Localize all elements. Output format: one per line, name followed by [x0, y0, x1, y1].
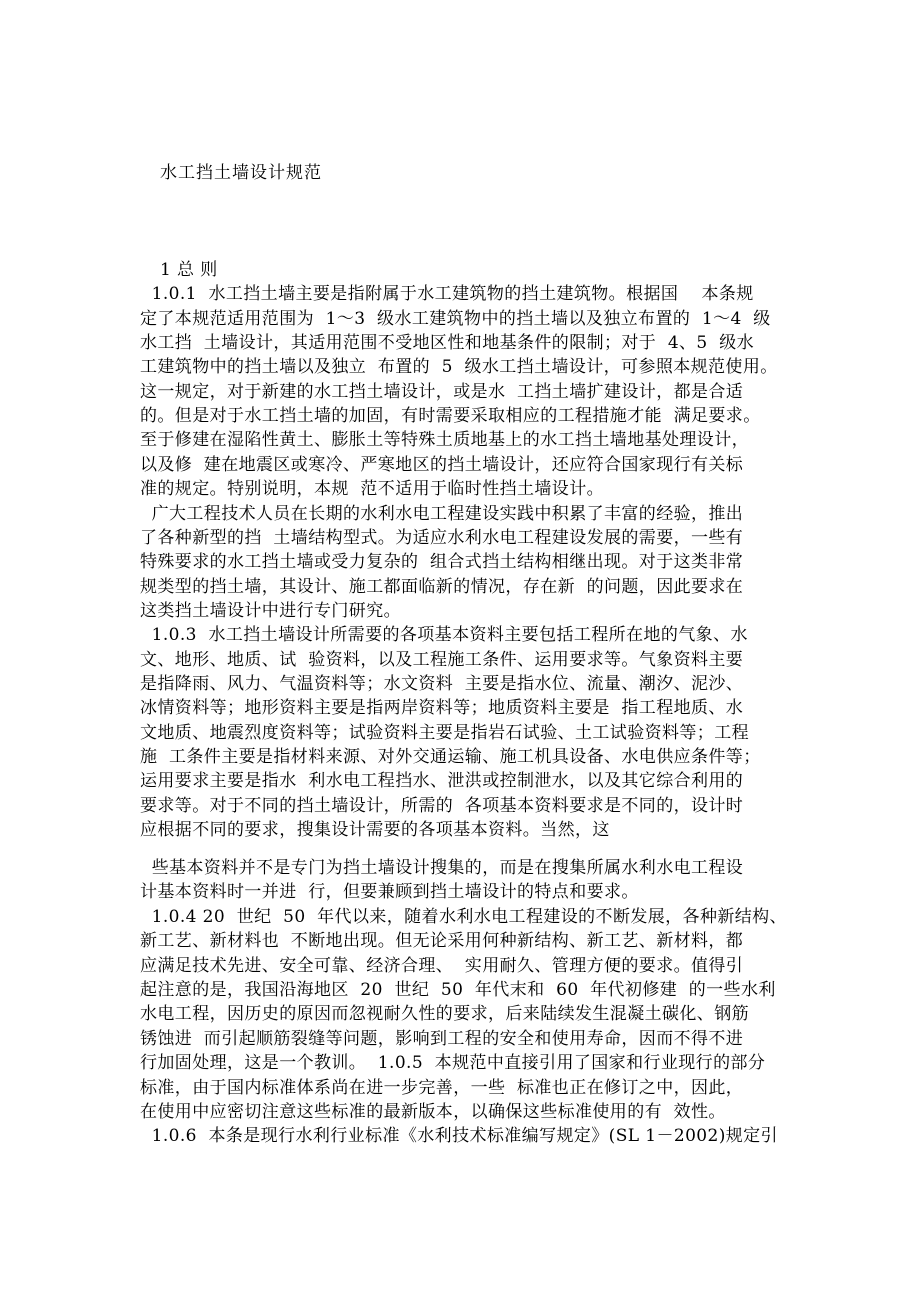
text-line: 冰情资料等；地形资料主要是指两岸资料等；地质资料主要是 指工程地质、水: [140, 698, 744, 719]
text-line: 应满足技术先进、安全可靠、经济合理、 实用耐久、管理方便的要求。值得引: [140, 955, 744, 976]
text-line: 了各种新型的挡 土墙结构型式。为适应水利水电工程建设发展的需要，一些有: [140, 527, 744, 548]
text-line: 1.0.3 水工挡土墙设计所需要的各项基本资料主要包括工程所在地的气象、水: [140, 625, 748, 646]
text-line: 要求等。对于不同的挡土墙设计，所需的 各项基本资料要求是不同的，设计时: [140, 795, 744, 816]
text-line: 文、地形、地质、试 验资料，以及工程施工条件、运用要求等。气象资料主要: [140, 649, 744, 670]
text-line: 是指降雨、风力、气温资料等；水文资料 主要是指水位、流量、潮汐、泥沙、: [140, 673, 744, 694]
text-line: 标准，由于国内标准体系尚在进一步完善，一些 标准也正在修订之中，因此，: [140, 1077, 744, 1098]
text-line: 以及修 建在地震区或寒冷、严寒地区的挡土墙设计，还应符合国家现行有关标: [140, 454, 744, 475]
text-line: 特殊要求的水工挡土墙或受力复杂的 组合式挡土结构相继出现。对于这类非常: [140, 552, 744, 573]
text-line: 水工挡 土墙设计，其适用范围不受地区性和地基条件的限制；对于 4、5 级水: [140, 333, 755, 354]
text-line: 运用要求主要是指水 利水电工程挡水、泄洪或控制泄水，以及其它综合利用的: [140, 771, 744, 792]
text-line: 1.0.1 水工挡土墙主要是指附属于水工建筑物的挡土建筑物。根据国 本条规: [140, 284, 754, 305]
text-line: 定了本规范适用范围为 1～3 级水工建筑物中的挡土墙以及独立布置的 1～4 级: [140, 308, 771, 329]
text-line: 应根据不同的要求，搜集设计需要的各项基本资料。当然，这: [140, 820, 610, 841]
text-line: 1 总 则: [160, 260, 218, 280]
text-line: 这一规定，对于新建的水工挡土墙设计，或是水 工挡土墙扩建设计，都是合适: [140, 381, 744, 402]
text-line: 施 工条件主要是指材料来源、对外交通运输、施工机具设备、水电供应条件等；: [140, 747, 761, 767]
text-line: 的。但是对于水工挡土墙的加固，有时需要采取相应的工程措施才能 满足要求。: [140, 406, 761, 427]
text-line: 文地质、地震烈度资料等；试验资料主要是指岩石试验、土工试验资料等；工程: [140, 722, 749, 743]
text-line: 至于修建在湿陷性黄土、膨胀土等特殊土质地基上的水工挡土墙地基处理设计，: [140, 430, 749, 451]
text-line: 新工艺、新材料也 不断地出现。但无论采用何种新结构、新工艺、新材料，都: [140, 931, 744, 952]
text-line: 广大工程技术人员在长期的水利水电工程建设实践中积累了丰富的经验，推出: [140, 503, 744, 524]
text-line: 规类型的挡土墙，其设计、施工都面临新的情况，存在新 的问题，因此要求在: [140, 576, 744, 597]
document-title: 水工挡土墙设计规范: [160, 163, 322, 183]
text-line: 行加固处理，这是一个教训。 1.0.5 本规范中直接引用了国家和行业现行的部分: [140, 1053, 766, 1074]
text-line: 锈蚀进 而引起顺筋裂缝等问题，影响到工程的安全和使用寿命，因而不得不进: [140, 1028, 744, 1049]
text-line: 起注意的是，我国沿海地区 20 世纪 50 年代末和 60 年代初修建 的一些水利: [140, 980, 776, 1000]
text-line: 些基本资料并不是专门为挡土墙设计搜集的，而是在搜集所属水利水电工程设: [140, 858, 744, 878]
text-line: 这类挡土墙设计中进行专门研究。: [140, 600, 401, 621]
text-line: 在使用中应密切注意这些标准的最新版本，以确保这些标准使用的有 效性。: [140, 1102, 726, 1122]
text-line: 1.0.4 20 世纪 50 年代以来，随着水利水电工程建设的不断发展，各种新结构、: [140, 906, 787, 927]
text-line: 计基本资料时一并进 行，但要兼顾到挡土墙设计的特点和要求。: [140, 882, 639, 903]
text-line: 水电工程，因历史的原因而忽视耐久性的要求，后来陆续发生混凝土碳化、钢筋: [140, 1004, 749, 1025]
text-line: 1.0.6 本条是现行水利行业标准《水利技术标准编写规定》(SL 1－2002)规定引: [140, 1126, 778, 1147]
text-line: 准的规定。特别说明，本规 范不适用于临时性挡土墙设计。: [140, 479, 605, 500]
text-line: 工建筑物中的挡土墙以及独立 布置的 5 级水工挡土墙设计，可参照本规范使用。: [140, 357, 778, 378]
